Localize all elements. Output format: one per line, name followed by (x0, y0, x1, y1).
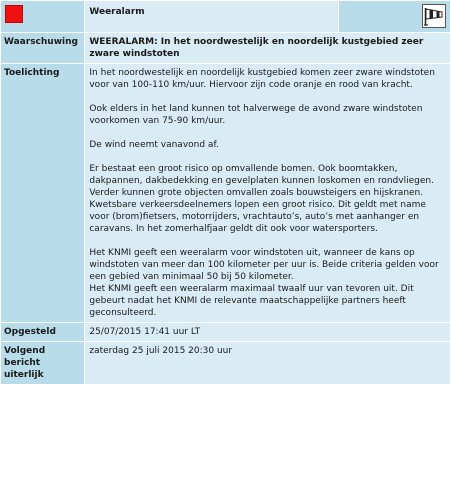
warning-type-cell (339, 1, 450, 32)
warning-row (1, 33, 450, 63)
warning-level-cell (1, 1, 84, 32)
issued-value: 25/07/2015 17:41 uur LT (85, 323, 450, 341)
issued-row (1, 323, 450, 341)
explanation-row (1, 64, 450, 322)
warning-label: Waarschuwing (1, 33, 84, 63)
windsock-icon (422, 4, 446, 28)
explanation-paragraph: Er bestaat een groot risico op omvallende bomen. Ook boomtakken, dakpannen, dakbedekking en gevelplaten kunnen loskomen en rondvliegen. Verder kunnen grote objecten omvallen zoals bouwsteigers en hijskranen. (89, 164, 434, 198)
header-row (1, 1, 450, 32)
explanation-paragraph: Ook elders in het land kunnen tot halverwege de avond zware windstoten voorkomen van 75-90 km/uur. (89, 104, 423, 126)
header-title: Weeralarm (85, 1, 338, 32)
explanation-paragraph: Het KNMI geeft een weeralarm maximaal twaalf uur van tevoren uit. Dit gebeurt nadat het KNMI de relevante maatschappelijke partners heeft geconsulteerd. (89, 284, 414, 318)
issued-label: Opgesteld (1, 323, 84, 341)
explanation-paragraph: In het noordwestelijk en noordelijk kustgebied komen zeer zware windstoten voor van 100-110 km/uur. Hiervoor zijn code oranje en rood van kracht. (89, 68, 435, 90)
next-report-value: zaterdag 25 juli 2015 20:30 uur (85, 342, 450, 384)
red-square-icon (5, 5, 23, 23)
explanation-label: Toelichting (1, 64, 84, 322)
next-report-row (1, 342, 450, 384)
next-report-label: Volgend bericht uiterlijk (1, 342, 84, 384)
explanation-paragraph: De wind neemt vanavond af. (89, 140, 219, 150)
warning-value: WEERALARM: In het noordwestelijk en noordelijk kustgebied zeer zware windstoten (85, 33, 450, 63)
explanation-value (85, 64, 450, 322)
explanation-paragraph: Kwetsbare verkeersdeelnemers lopen een groot risico. Dit geldt met name voor (brom)fietsers, motorrijders, vrachtauto’s, auto’s met aanhanger en caravans. In het zomerhalfjaar geldt dit ook voor watersporters. (89, 200, 426, 234)
explanation-paragraph: Het KNMI geeft een weeralarm voor windstoten uit, wanneer de kans op windstoten van meer dan 100 kilometer per uur is. Beide criteria gelden voor een gebied van minimaal 50 bij 50 kilometer. (89, 248, 439, 282)
